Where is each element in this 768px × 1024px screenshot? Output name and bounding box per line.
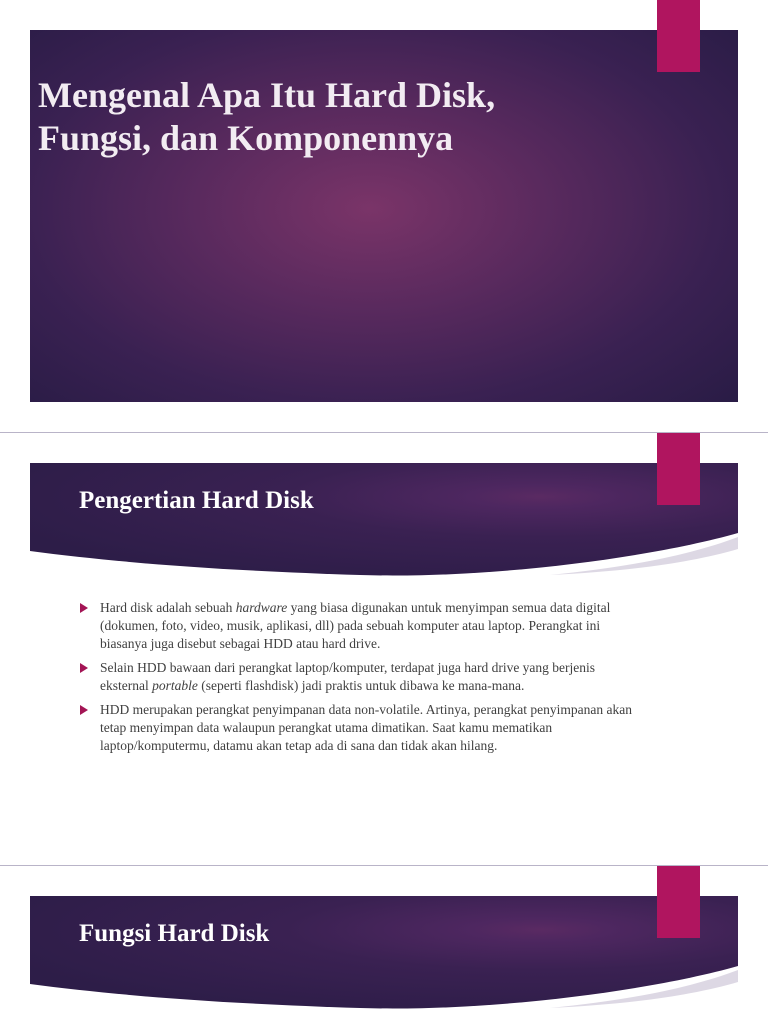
slide-title: Pengertian Hard Disk bbox=[79, 487, 314, 514]
content-slide-fungsi bbox=[0, 866, 768, 1024]
section-banner bbox=[30, 896, 738, 1012]
bullet-text: Selain HDD bawaan dari perangkat laptop/komputer, terdapat juga hard drive yang berjenis eksternal bbox=[100, 660, 596, 693]
list-item bbox=[78, 701, 638, 755]
content-slide-pengertian bbox=[0, 433, 768, 865]
bullet-emphasis: hardware bbox=[235, 600, 288, 615]
bullet-text: (seperti flashdisk) jadi praktis untuk dibawa ke mana-mana. bbox=[197, 678, 525, 693]
triangle-bullet-icon bbox=[80, 663, 88, 673]
accent-tab bbox=[657, 866, 700, 938]
banner-shape bbox=[30, 463, 738, 579]
list-item bbox=[78, 659, 638, 695]
bullet-text: Hard disk adalah sebuah bbox=[100, 600, 236, 615]
presentation-title bbox=[38, 74, 638, 160]
triangle-bullet-icon bbox=[80, 603, 88, 613]
banner-shape bbox=[30, 896, 738, 1012]
accent-tab bbox=[657, 433, 700, 505]
bullet-text: yang biasa digunakan untuk menyimpan semua data digital (dokumen, foto, video, musik, aplikasi, dll) pada sebuah komputer atau laptop. Perangkat ini biasanya juga disebut sebagai HDD atau hard drive. bbox=[100, 600, 611, 651]
bullet-list bbox=[78, 599, 638, 761]
slide-title: Fungsi Hard Disk bbox=[79, 920, 270, 947]
bullet-emphasis: portable bbox=[152, 678, 198, 693]
title-line-2: Fungsi, dan Komponennya bbox=[38, 118, 454, 158]
section-banner bbox=[30, 463, 738, 579]
title-line-1: Mengenal Apa Itu Hard Disk, bbox=[38, 75, 496, 115]
triangle-bullet-icon bbox=[80, 705, 88, 715]
bullet-text: HDD merupakan perangkat penyimpanan data non-volatile. Artinya, perangkat penyimpanan akan tetap menyimpan data walaupun perangkat utama dimatikan. Saat kamu mematikan laptop/komputermu, datamu akan tetap ada di sana dan tidak akan hilang. bbox=[100, 702, 632, 753]
accent-tab bbox=[657, 0, 700, 72]
list-item bbox=[78, 599, 638, 653]
title-slide bbox=[0, 0, 768, 432]
